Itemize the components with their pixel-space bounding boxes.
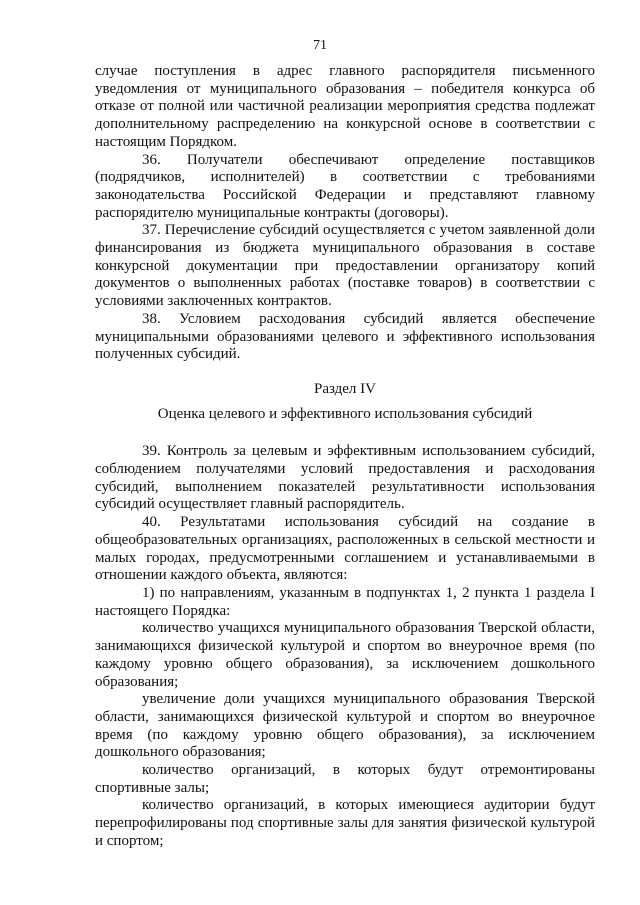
list-item: количество организаций, в которых имеющиеся аудитории будут перепрофилированы под спортивные залы для занятия физической культурой и спортом;	[95, 797, 595, 849]
page-number: 71	[313, 38, 327, 53]
paragraph-38: 38. Условием расходования субсидий является обеспечение муниципальными образованиями целевого и эффективного использования полученных субсидий.	[95, 310, 595, 363]
paragraph-continuation: случае поступления в адрес главного распорядителя письменного уведомления от муниципального образования – победителя конкурса об отказе от полной или частичной реализации мероприятия средства подлежат дополнительному распределению на конкурсной основе в соответствии с настоящим Порядком.	[95, 63, 595, 150]
section-heading	[95, 381, 595, 423]
section-title: Оценка целевого и эффективного использования субсидий	[157, 405, 533, 422]
paragraph-37: 37. Перечисление субсидий осуществляется с учетом заявленной доли финансирования из бюджета муниципального образования в составе конкурсной документации при предоставлении организатору копий документов о выполненных работах (поставке товаров) в соответствии с условиями заключенных контрактов.	[95, 222, 595, 310]
section-label: Раздел IV	[313, 380, 376, 397]
paragraph-36: 36. Получатели обеспечивают определение поставщиков (подрядчиков, исполнителей) в соответствии с требованиями законодательства Российской Федерации и представляют главному распорядителю муниципальные контракты (договоры).	[95, 151, 595, 221]
paragraph-39: 39. Контроль за целевым и эффективным использованием субсидий, соблюдением получателями условий предоставления и расходования субсидий, выполнением показателей результативности использования субсидий осуществляет главный распорядитель.	[95, 443, 595, 513]
list-item: количество организаций, в которых будут отремонтированы спортивные залы;	[95, 762, 595, 796]
list-item: увеличение доли учащихся муниципального образования Тверской области, занимающихся физической культурой и спортом во внеурочное время (по каждому уровню общего образования), за исключением дошкольного образования;	[95, 691, 595, 761]
list-item: количество учащихся муниципального образования Тверской области, занимающихся физической культурой и спортом во внеурочное время (по каждому уровню общего образования), за исключением дошкольного образования;	[95, 620, 595, 690]
subitem-1: 1) по направлениям, указанным в подпунктах 1, 2 пункта 1 раздела I настоящего Порядка:	[95, 584, 595, 619]
paragraph-40: 40. Результатами использования субсидий на создание в общеобразовательных организациях, расположенных в сельской местности и малых городах, предусмотренными соглашением и устанавливаемыми в отношении каждого объекта, являются:	[95, 514, 595, 584]
document-body	[95, 63, 595, 851]
